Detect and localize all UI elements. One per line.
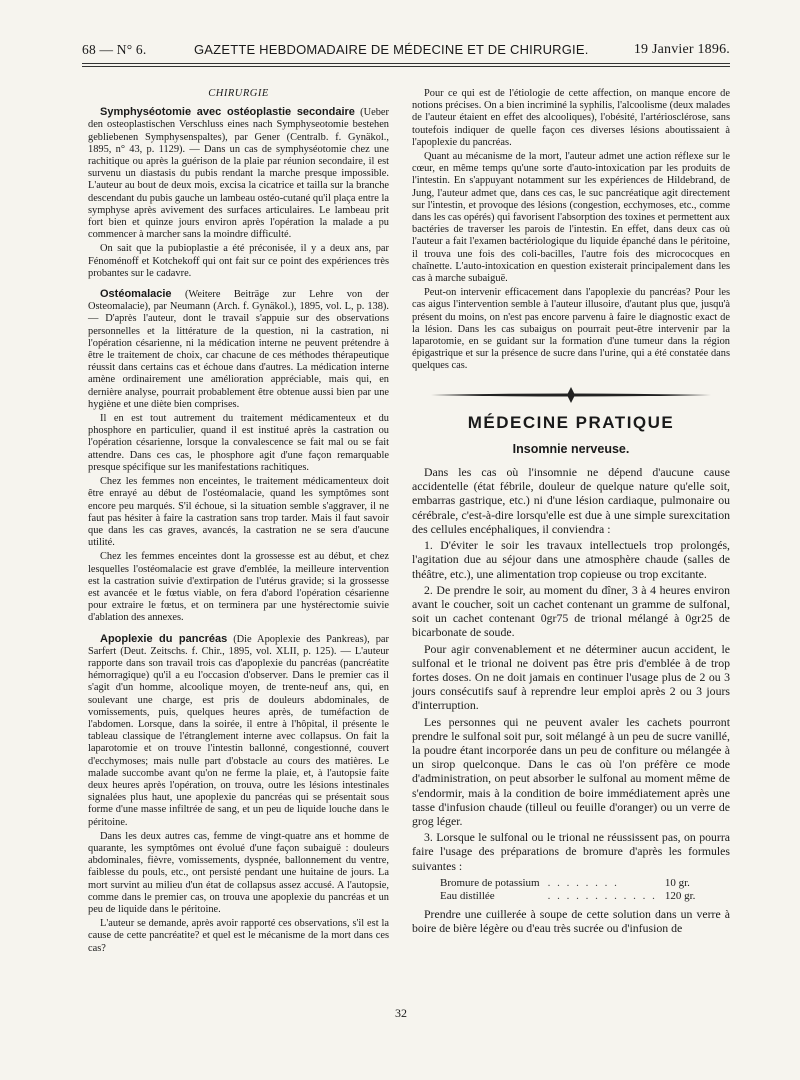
header-rule-bottom	[82, 66, 730, 67]
article-body: (Ueber den osteoplastischen Verschluss eines nach Symphyseotomie bestehen gebliebenen Symphysenspaltes), par Gener (Centralb. f. Gynäkol., 1895, n° 43, p. 1129). — Dans un cas de symphyséotomie chez une rachitique ou après la guérison de la plaie par réunion secondaire, il est survenu un diastasis du pubis rendant la marche presque impossible. L'auteur au bout de deux mois, excisa la cicatrice et tailla sur la branche descendant du pubis gauche un lambeau ostéo-cutané qu'il plaça entre la symphyse après avivement des surfaces articulaires. Le lambeau prit fort bien et quinze jours environ après l'opération la malade a pu commencer à marcher sans la moindre difficulté.	[88, 107, 389, 241]
paragraph: Chez les femmes non enceintes, le traitement médicamenteux doit être enrayé au début de l'ostéomalacie, quand les symptômes sont encore peu marqués. S'il échoue, si la situation semble s'aggraver, il ne faut pas hésiter à faire la castration sans trop tarder. Mais il faut savoir que dans les cas graves, avancés, la castration ne se sera d'aucune utilité.	[88, 476, 389, 549]
paragraph: Peut-on intervenir efficacement dans l'apoplexie du pancréas? Pour les cas aigus l'intervention semble à l'auteur illusoire, d'autant plus que, jusqu'à présent du moins, on n'est pas encore parvenu à faire le diagnostic exact de la lésion. Dans les cas subaigus on pourrait peut-être intervenir par la laparotomie, en se guidant sur la formation d'une tumeur dans la région épigastrique et sur la présence de sucre dans l'urine, qui a été constatée dans quelques cas.	[412, 287, 730, 372]
paragraph: Dans les cas où l'insomnie ne dépend d'aucune cause accidentelle (état fébrile, douleur de quelque nature qu'elle soit, embarras gastrique, etc.) ni d'une lésion cardiaque, pulmonaire ou cérébrale, c'est-à-dire lorsqu'elle est due à une simple surexcitation des cellules encéphaliques, il conviendra :	[412, 465, 730, 536]
journal-title: GAZETTE HEBDOMADAIRE DE MÉDECINE ET DE CHIRURGIE.	[194, 42, 589, 57]
page-header	[82, 40, 730, 60]
section-title-medecine-pratique: MÉDECINE PRATIQUE	[467, 412, 675, 432]
article-title: Symphyséotomie avec ostéoplastie secondaire	[100, 106, 355, 119]
prescription-item: Eau distillée	[440, 889, 495, 902]
paragraph: On sait que la pubioplastie a été préconisée, il y a deux ans, par Fénoménoff et Kotchekoff qui ont fait sur ce point des expériences très probantes sur le cadavre.	[88, 243, 389, 279]
prescription-row	[436, 890, 699, 903]
paragraph: 1. D'éviter le soir les travaux intellectuels trop prolongés, l'agitation due au séjour dans une atmosphère chaude (salles de théâtre, etc.), une alimentation trop copieuse ou trop excitante.	[412, 538, 730, 581]
article-osteomalacie	[88, 288, 389, 411]
article-body: (Weitere Beiträge zur Lehre von der Osteomalacie), par Neumann (Arch. f. Gynäkol.), 1895, vol. L, p. 138). — D'après l'auteur, dont le travail s'appuie sur des observations personnelles et la littérature de la question, ni la castration, ni l'opération césarienne, ni la médication interne ne peuvent prétendre à être le traitement de choix, car chacune de ces méthodes thérapeutique réussit dans certains cas et échoue dans d'autres. La médication interne amène ordinairement une amélioration appréciable, mais qui, en dernière analyse, pourrait probablement être obtenue aussi bien par une hygiène et une diète bien comprises.	[88, 289, 389, 410]
paragraph: Dans les deux autres cas, femme de vingt-quatre ans et homme de quarante, les symptômes ont évolué d'une façon subaiguë : douleurs abdominales, fièvre, vomissements, dyspnée, ballonnement du ventre, faiblesse du pouls, etc., ont persisté pendant une huitaine de jours. La mort survint au milieu d'un état de collapsus assez accusé. A l'autopsie, comme dans le premier cas, on trouva une apoplexie du pancréas et un peu de liquide dans le péritoine.	[88, 830, 389, 915]
issue-date: 19 Janvier 1896.	[633, 42, 730, 57]
paragraph: Pour ce qui est de l'étiologie de cette affection, on manque encore de notions précises. On a bien incriminé la syphilis, l'alcoolisme (deux malades de l'auteur étaient en effet des alcooliques), l'obésité, l'artériosclérose, sans toutefois indiquer de quelle façon ces diverses lésions aboutissaient à l'apoplexie du pancréas.	[412, 88, 730, 148]
article-title: Ostéomalacie	[100, 288, 172, 301]
page-issue-number: 68 — N° 6.	[82, 42, 147, 57]
article-title-insomnie: Insomnie nerveuse.	[512, 441, 630, 456]
prescription-dots: . . . . . . . . . . . .	[547, 889, 657, 902]
prescription-table	[436, 877, 699, 903]
article-apoplexie-pancreas	[88, 633, 389, 829]
prescription-item: Bromure de potassium	[440, 876, 540, 889]
right-column	[412, 88, 730, 937]
prescription-dots: . . . . . . . .	[547, 876, 619, 889]
article-title: Apoplexie du pancréas	[100, 632, 228, 645]
prescription-row	[436, 877, 699, 890]
article-symphyseotomie	[88, 106, 389, 241]
page-number: 32	[395, 1006, 407, 1020]
insomnie-article	[412, 465, 730, 935]
paragraph: 3. Lorsque le sulfonal ou le trional ne réussissent pas, on pourra faire l'usage des préparations de bromure d'après les formules suivantes :	[412, 830, 730, 873]
prescription-qty: 10 gr.	[664, 876, 690, 889]
paragraph: Il en est tout autrement du traitement médicamenteux et du phosphore en particulier, quand il est institué après la castration ou l'opération césarienne, lorsque la convalescence se fait mal ou se fait attendre. Dans ces cas, le phosphore agit d'une façon remarquable presque spécifique sur les manifestations rachitiques.	[88, 413, 389, 473]
paragraph: Pour agir convenablement et ne déterminer aucun accident, le sulfonal et le trional ne doivent pas être pris d'emblée à de trop fortes doses. On ne doit jamais en continuer l'usage plus de 2 ou 3 jours consécutifs sauf à reprendre leur emploi après 2 ou 3 jours d'interruption.	[412, 641, 730, 713]
paragraph: L'auteur se demande, après avoir rapporté ces observations, s'il est la cause de cette pancréatite? et quel est le mécanisme de la mort dans ces cas?	[88, 918, 389, 954]
prescription-qty: 120 gr.	[664, 889, 696, 902]
paragraph: Les personnes qui ne peuvent avaler les cachets pourront prendre le sulfonal soit pur, soit mélangé à un peu de sucre vanillé, la poudre étant incorporée dans un peu de confiture ou mélangée à un sirop quelconque. Dans le cas où l'on préfère ce mode d'administration, on peut absorber le sulfonal au moment même de s'endormir, mais à la condition de boire immédiatement après une tasse d'infusion chaude (tilleul ou feuille d'oranger) ou un verre de grog léger.	[412, 714, 730, 828]
left-column	[88, 88, 389, 957]
paragraph: 2. De prendre le soir, au moment du dîner, 3 à 4 heures environ avant le coucher, soit un cachet contenant un gramme de sulfonal, soit un cachet contenant 0gr75 de trional mélangé à 0gr25 de bicarbonate de soude.	[412, 582, 730, 640]
paragraph: Prendre une cuillerée à soupe de cette solution dans un verre à boire de bière légère ou d'eau très sucrée ou d'infusion de	[412, 906, 730, 935]
section-ornament	[412, 385, 730, 409]
article-body: (Die Apoplexie des Pankreas), par Sarfert (Deut. Zeitschs. f. Chir., 1895, vol. XLII, p. 125). — L'auteur rapporte dans son travail trois cas d'apoplexie du pancréas (pancréatite hémorragique) qu'il a eu l'occasion d'observer. Dans le premier cas il s'agit d'un homme, alcoolique moyen, de trente-neuf ans, qui, en soulevant une charge, est pris de douleurs abdominales, de vomissements, puis, quelques heures après, de tuméfaction de l'abdomen. Lorsque, dans la soirée, il entre à l'hôpital, il présente le tableau classique de l'étranglement interne avec collapsus. On fait la laparotomie et on trouve l'intestin ballonné, congestionné, couvert d'ecchymoses; mais nulle part d'obstacle au cours des matières. Le malade succombe avant qu'on ne ferme la plaie, et, à l'autopsie faite deux heures après l'opération, on trouva, outre les lésions intestinales signalées plus haut, une apoplexie du pancréas qui se présentait sous forme d'une masse infiltrée de sang, et un peu de liquide louche dans le péritoine.	[88, 633, 389, 828]
paragraph: Quant au mécanisme de la mort, l'auteur admet une action réflexe sur le cœur, en même temps qu'une sorte d'auto-intoxication par les produits de l'intestin. En s'appuyant notamment sur les expériences de Hildebrand, de Jung, l'auteur admet que, dans ces cas, le suc pancréatique agit directement sur l'intestin, et provoque des lésions (congestion, ecchymoses, etc., comme dans les cas opérés) qui favorisent l'absorption des toxines et permettent aux bactéries de traverser les parois de l'intestin. En effet, dans deux cas où l'auteur a fait l'examen bactériologique du liquide épanché dans le péritoine, il trouva une fois des coli-bacilles, l'autre fois des micrococques en chaînette. L'auto-intoxication en question existerait principalement dans les cas à marche subaiguë.	[412, 151, 730, 285]
paragraph: Chez les femmes enceintes dont la grossesse est au début, et chez lesquelles l'ostéomalacie est grave d'emblée, la meilleure intervention est la castration suivie d'extirpation de l'utérus gravide; si la grossesse est avancée et le fœtus viable, on fera d'abord l'opération césarienne pour extraire le fœtus, et on terminera par une hystérectomie suivie d'ablation des annexes.	[88, 551, 389, 624]
header-rule-top	[82, 63, 730, 64]
section-label-chirurgie: CHIRURGIE	[208, 88, 269, 99]
